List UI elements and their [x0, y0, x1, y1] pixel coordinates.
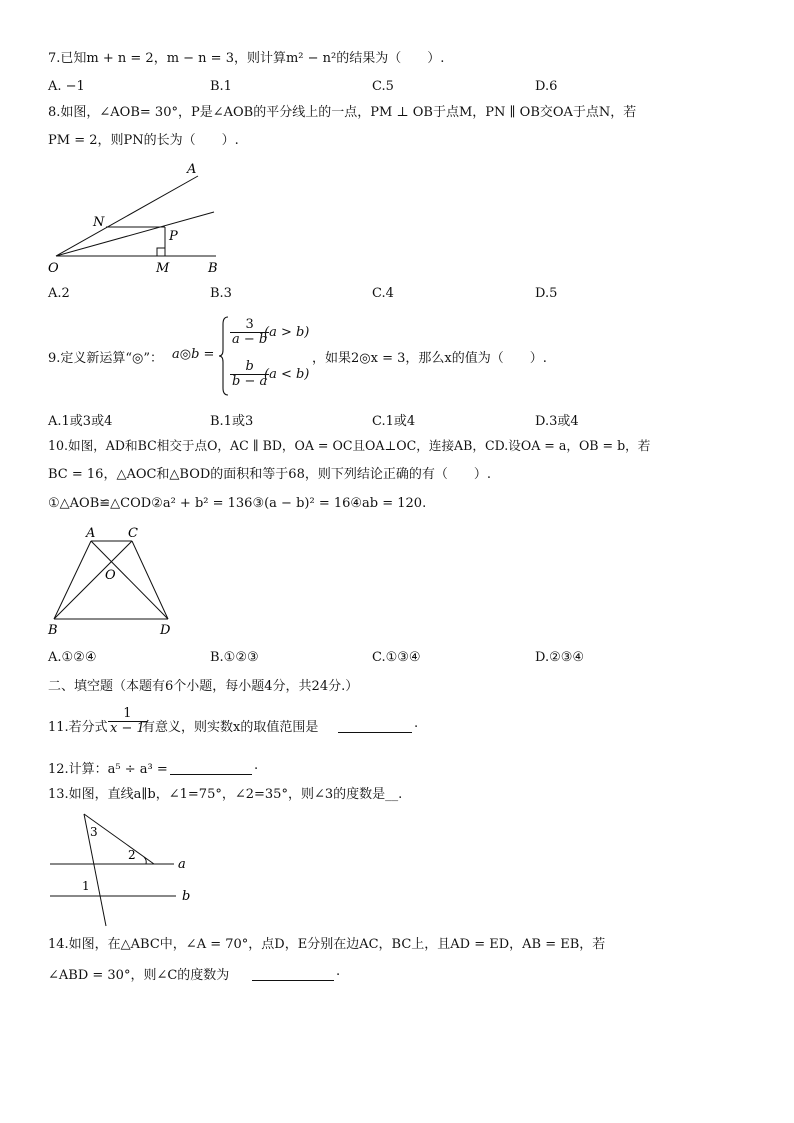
- q8-ray-oa: [56, 176, 198, 256]
- q11-den: x − 1: [110, 721, 145, 736]
- q10-label-d: D: [160, 623, 171, 638]
- q13-label-a: a: [178, 857, 186, 872]
- q9-suffix: ，如果2◎x = 3，那么x的值为（ ）.: [312, 351, 547, 366]
- q8-option-d[interactable]: D.5: [535, 286, 558, 301]
- q11-prefix: 11.若分式: [48, 720, 108, 735]
- q8-label-n: N: [93, 215, 105, 230]
- q9-option-c[interactable]: C.1或4: [372, 414, 416, 429]
- q9-case2-num: b: [230, 360, 269, 375]
- q10-stem-line3: ①△AOB≌△COD②a² + b² = 136③(a − b)² = 16④ab = 120.: [48, 496, 427, 511]
- q13-label-2: 2: [128, 848, 136, 862]
- q11-end: .: [414, 716, 419, 731]
- q10-label-b: B: [48, 623, 58, 638]
- q9-option-b[interactable]: B.1或3: [210, 414, 254, 429]
- q9-case1-num: 3: [230, 318, 269, 333]
- q8-label-m: M: [156, 261, 170, 276]
- q13-label-1: 1: [82, 879, 90, 893]
- q9-option-d[interactable]: D.3或4: [535, 414, 579, 429]
- q9-case2-cond: (a < b): [264, 367, 310, 382]
- q10-option-d[interactable]: D.②③④: [535, 650, 585, 665]
- q13-label-b: b: [182, 889, 191, 904]
- q8-stem-line1: 8.如图，∠AOB= 30°，P是∠AOB的平分线上的一点，PM ⊥ OB于点M，PN ∥ OB交OA于点N，若: [48, 105, 637, 120]
- q11-answer-blank[interactable]: [338, 718, 412, 733]
- q7-option-a[interactable]: A. −1: [48, 79, 85, 94]
- q9-case2-den: b − a: [232, 374, 268, 389]
- q14-end: .: [336, 964, 341, 979]
- q10-segment-ab: [54, 541, 91, 619]
- q8-option-b[interactable]: B.3: [210, 286, 232, 301]
- q11-suffix: 有意义，则实数x的取值范围是: [142, 720, 319, 735]
- q9-option-a[interactable]: A.1或3或4: [48, 414, 113, 429]
- q11-num: 1: [108, 707, 147, 722]
- q8-options: [48, 286, 748, 304]
- q9-case1-den: a − b: [232, 332, 268, 347]
- section-heading-fill-in: 二、填空题（本题有6个小题，每小题4分，共24分.）: [48, 679, 359, 694]
- q10-segment-ad: [91, 541, 168, 619]
- q8-label-o: O: [48, 261, 59, 276]
- q11-stem: [48, 704, 548, 744]
- q10-segment-bc: [54, 541, 132, 619]
- q7-option-b[interactable]: B.1: [210, 79, 232, 94]
- q9-expr: a◎b =: [172, 347, 215, 362]
- q8-figure: [40, 158, 240, 280]
- q9-stem: [48, 314, 768, 400]
- q9-options: [48, 410, 748, 428]
- q10-label-a: A: [86, 526, 96, 541]
- q13-label-3: 3: [90, 825, 98, 839]
- q14-answer-blank[interactable]: [252, 966, 334, 981]
- q9-brace: [218, 316, 230, 396]
- q7-options: [48, 79, 748, 97]
- q13-stem: 13.如图，直线a∥b，∠1=75°，∠2=35°，则∠3的度数是__.: [48, 787, 403, 802]
- q9-prefix: 9.定义新运算“◎”：: [48, 351, 164, 366]
- q12-stem: [48, 756, 448, 778]
- q8-label-a: A: [187, 162, 197, 177]
- q10-stem-line1: 10.如图，AD和BC相交于点O，AC ∥ BD，OA = OC且OA⊥OC，连接AB，CD.设OA = a，OB = b，若: [48, 438, 651, 453]
- q12-end: .: [254, 758, 259, 773]
- q10-options: [48, 650, 748, 668]
- q10-label-o: O: [105, 568, 116, 583]
- q14-prefix: ∠ABD = 30°，则∠C的度数为: [48, 968, 230, 983]
- q7-option-d[interactable]: D.6: [535, 79, 558, 94]
- q13-figure: [40, 808, 210, 930]
- q10-option-a[interactable]: A.①②④: [48, 650, 97, 665]
- q12-answer-blank[interactable]: [170, 760, 252, 775]
- q8-ray-op: [56, 212, 214, 256]
- q10-segment-cd: [132, 541, 168, 619]
- q14-stem-line1: 14.如图，在△ABC中，∠A = 70°，点D，E分别在边AC，BC上，且AD = ED，AB = EB，若: [48, 937, 606, 952]
- q8-stem-line2: PM = 2，则PN的长为（ ）.: [48, 133, 239, 148]
- q7-option-c[interactable]: C.5: [372, 79, 394, 94]
- q10-stem-line2: BC = 16，△AOC和△BOD的面积和等于68，则下列结论正确的有（ ）.: [48, 467, 491, 482]
- q8-label-b: B: [208, 261, 218, 276]
- q8-label-p: P: [169, 229, 178, 244]
- q8-option-a[interactable]: A.2: [48, 286, 70, 301]
- q10-option-b[interactable]: B.①②③: [210, 650, 259, 665]
- q14-stem-line2: [48, 962, 468, 984]
- q8-option-c[interactable]: C.4: [372, 286, 394, 301]
- q12-prefix: 12.计算：a⁵ ÷ a³ =: [48, 762, 168, 777]
- q7-stem: 7.已知m + n = 2，m − n = 3，则计算m² − n²的结果为（ ）.: [48, 51, 445, 66]
- q11-fraction: [108, 707, 147, 736]
- q10-label-c: C: [128, 526, 138, 541]
- q8-right-angle-mark: [157, 248, 165, 256]
- q10-option-c[interactable]: C.①③④: [372, 650, 421, 665]
- q9-case1-cond: (a > b): [264, 325, 310, 340]
- q10-figure: [40, 520, 190, 642]
- q13-slant-line: [84, 814, 154, 864]
